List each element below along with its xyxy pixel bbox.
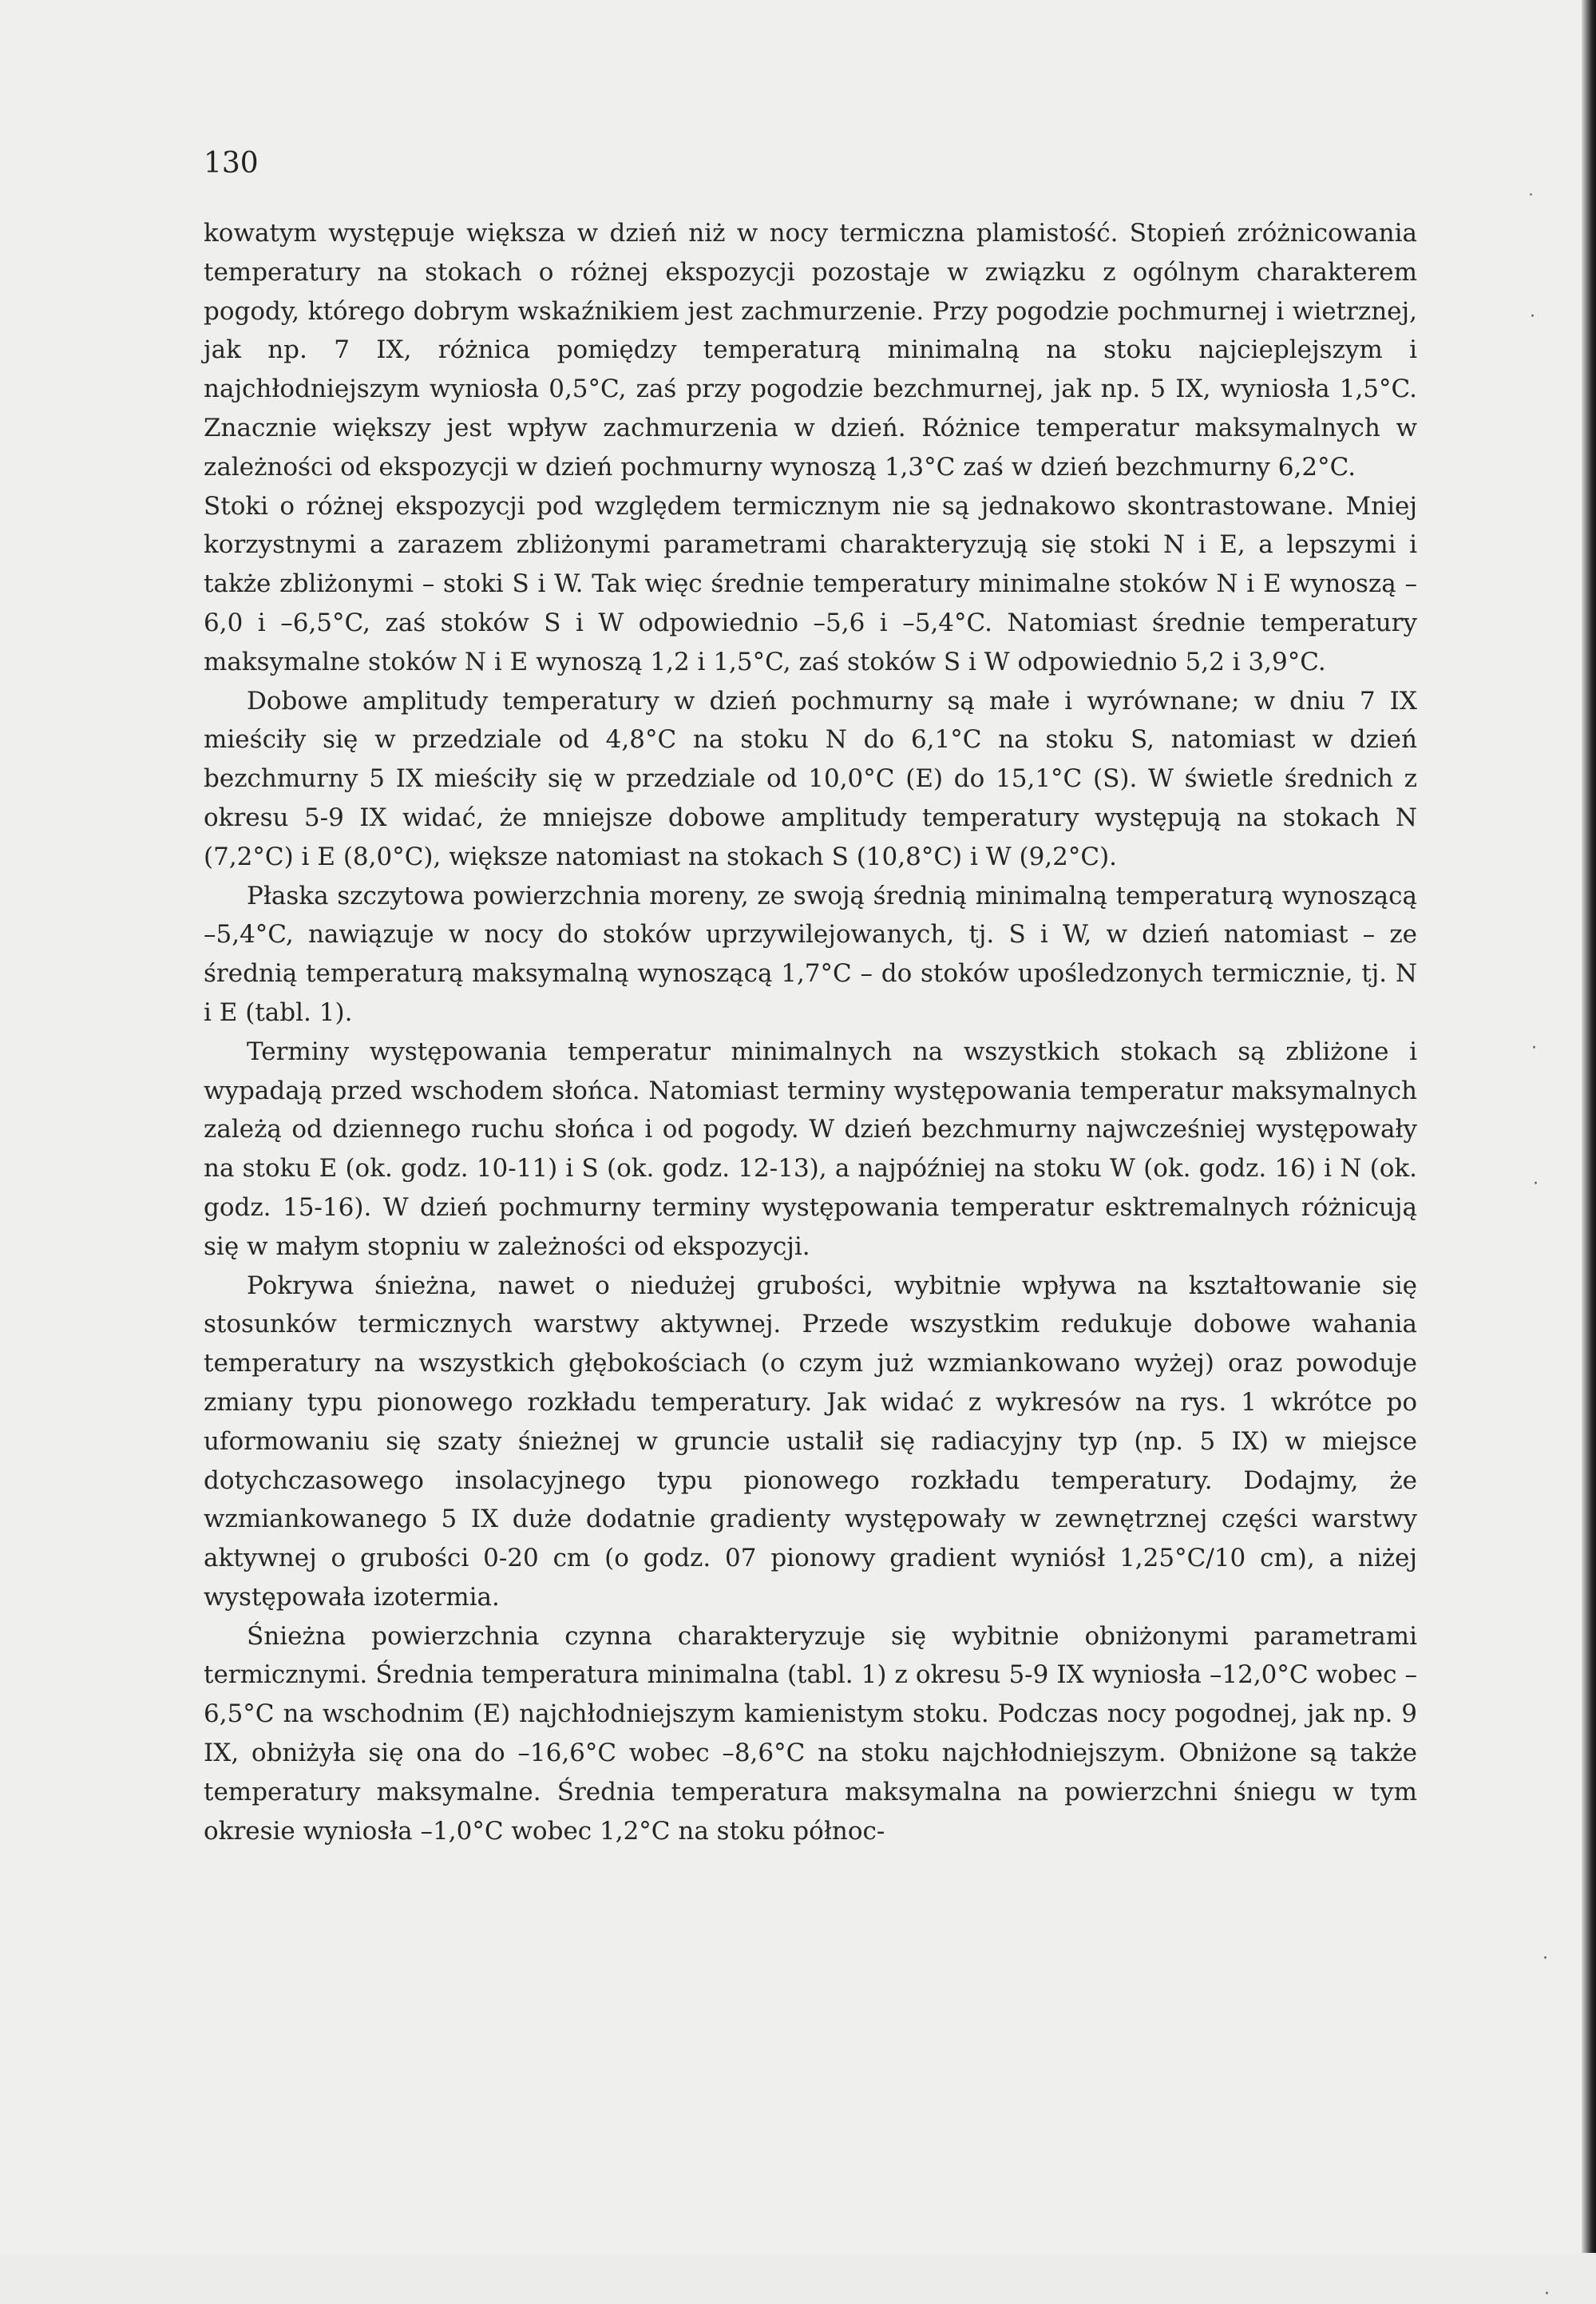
paragraph-5: Terminy występowania temperatur minimalnych na wszystkich stokach są zbliżone i wypadają przed wschodem słońca. Natomiast terminy występowania temperatur maksymalnych zależą od dziennego ruchu słońca i od pogody. W dzień bezchmurny najwcześniej występowały na stoku E (ok. godz. 10-11) i S (ok. godz. 12-13), a najpóźniej na stoku W (ok. godz. 16) i N (ok. godz. 15-16). W dzień pochmurny terminy występowania temperatur esktremalnych różnicują się w małym stopniu w zależności od ekspozycji. xyxy=(204,1037,1417,1261)
page-edge-shadow xyxy=(1582,0,1596,2253)
scan-speck: · xyxy=(1530,307,1535,327)
body-text xyxy=(204,214,1417,1850)
paragraph-3: Dobowe amplitudy temperatury w dzień pochmurny są małe i wyrównane; w dniu 7 IX mieściły się w przedziale od 4,8°C na stoku N do 6,1°C na stoku S, natomiast w dzień bezchmurny 5 IX mieściły się w przedziale od 10,0°C (E) do 15,1°C (S). W świetle średnich z okresu 5-9 IX widać, że mniejsze dobowe amplitudy temperatury występują na stokach N (7,2°C) i E (8,0°C), większe natomiast na stokach S (10,8°C) i W (9,2°C). xyxy=(204,686,1417,871)
scan-speck: · xyxy=(1544,2284,1550,2304)
paragraph-4: Płaska szczytowa powierzchnia moreny, ze swoją średnią minimalną temperaturą wynoszącą –5,4°C, nawiązuje w nocy do stoków uprzywilejowanych, tj. S i W, w dzień natomiast – ze średnią temperaturą maksymalną wynoszącą 1,7°C – do stoków upośledzonych termicznie, tj. N i E (tabl. 1). xyxy=(204,881,1417,1027)
paragraph-1: kowatym występuje większa w dzień niż w nocy termiczna plamistość. Stopień zróżnicowania temperatury na stokach o różnej ekspozycji pozostaje w związku z ogólnym charakterem pogody, którego dobrym wskaźnikiem jest zachmurzenie. Przy pogodzie pochmurnej i wietrznej, jak np. 7 IX, różnica pomiędzy temperaturą minimalną na stoku najcieplejszym i najchłodniejszym wyniosła 0,5°C, zaś przy pogodzie bezchmurnej, jak np. 5 IX, wyniosła 1,5°C. Znacznie większy jest wpływ zachmurzenia w dzień. Różnice temperatur maksymalnych w zależności od ekspozycji w dzień pochmurny wynoszą 1,3°C zaś w dzień bezchmurny 6,2°C. xyxy=(204,219,1417,482)
paragraph-2: Stoki o różnej ekspozycji pod względem termicznym nie są jednakowo skontrastowane. Mniej korzystnymi a zarazem zbliżonymi parametrami charakteryzują się stoki N i E, a lepszymi i także zbliżonymi – stoki S i W. Tak więc średnie temperatury minimalne stoków N i E wynoszą –6,0 i –6,5°C, zaś stoków S i W odpowiednio –5,6 i –5,4°C. Natomiast średnie temperatury maksymalne stoków N i E wynoszą 1,2 i 1,5°C, zaś stoków S i W odpowiednio 5,2 i 3,9°C. xyxy=(204,491,1417,676)
scan-speck: · xyxy=(1543,1949,1548,1969)
paragraph-6: Pokrywa śnieżna, nawet o niedużej grubości, wybitnie wpływa na kształtowanie się stosunków termicznych warstwy aktywnej. Przede wszystkim redukuje dobowe wahania temperatury na wszystkich głębokościach (o czym już wzmiankowano wyżej) oraz powoduje zmiany typu pionowego rozkładu temperatury. Jak widać z wykresów na rys. 1 wkrótce po uformowaniu się szaty śnieżnej w gruncie ustalił się radiacyjny typ (np. 5 IX) w miejsce dotychczasowego insolacyjnego typu pionowego rozkładu temperatury. Dodajmy, że wzmiankowanego 5 IX duże dodatnie gradienty występowały w zewnętrznej części warstwy aktywnej o grubości 0-20 cm (o godz. 07 pionowy gradient wyniósł 1,25°C/10 cm), a niżej występowała izotermia. xyxy=(204,1271,1417,1612)
page-number: 130 xyxy=(204,147,259,180)
scan-speck: · xyxy=(1533,1174,1539,1194)
scan-speck: ˙ xyxy=(1527,192,1535,212)
scan-speck: · xyxy=(1531,1038,1537,1058)
paragraph-7: Śnieżna powierzchnia czynna charakteryzuje się wybitnie obniżonymi parametrami termicznymi. Średnia temperatura minimalna (tabl. 1) z okresu 5-9 IX wyniosła –12,0°C wobec –6,5°C na wschodnim (E) najchłodniejszym kamienistym stoku. Podczas nocy pogodnej, jak np. 9 IX, obniżyła się ona do –16,6°C wobec –8,6°C na stoku najchłodniejszym. Obniżone są także temperatury maksymalne. Średnia temperatura maksymalna na powierzchni śniegu w tym okresie wyniosła –1,0°C wobec 1,2°C na stoku północ- xyxy=(204,1621,1417,1846)
